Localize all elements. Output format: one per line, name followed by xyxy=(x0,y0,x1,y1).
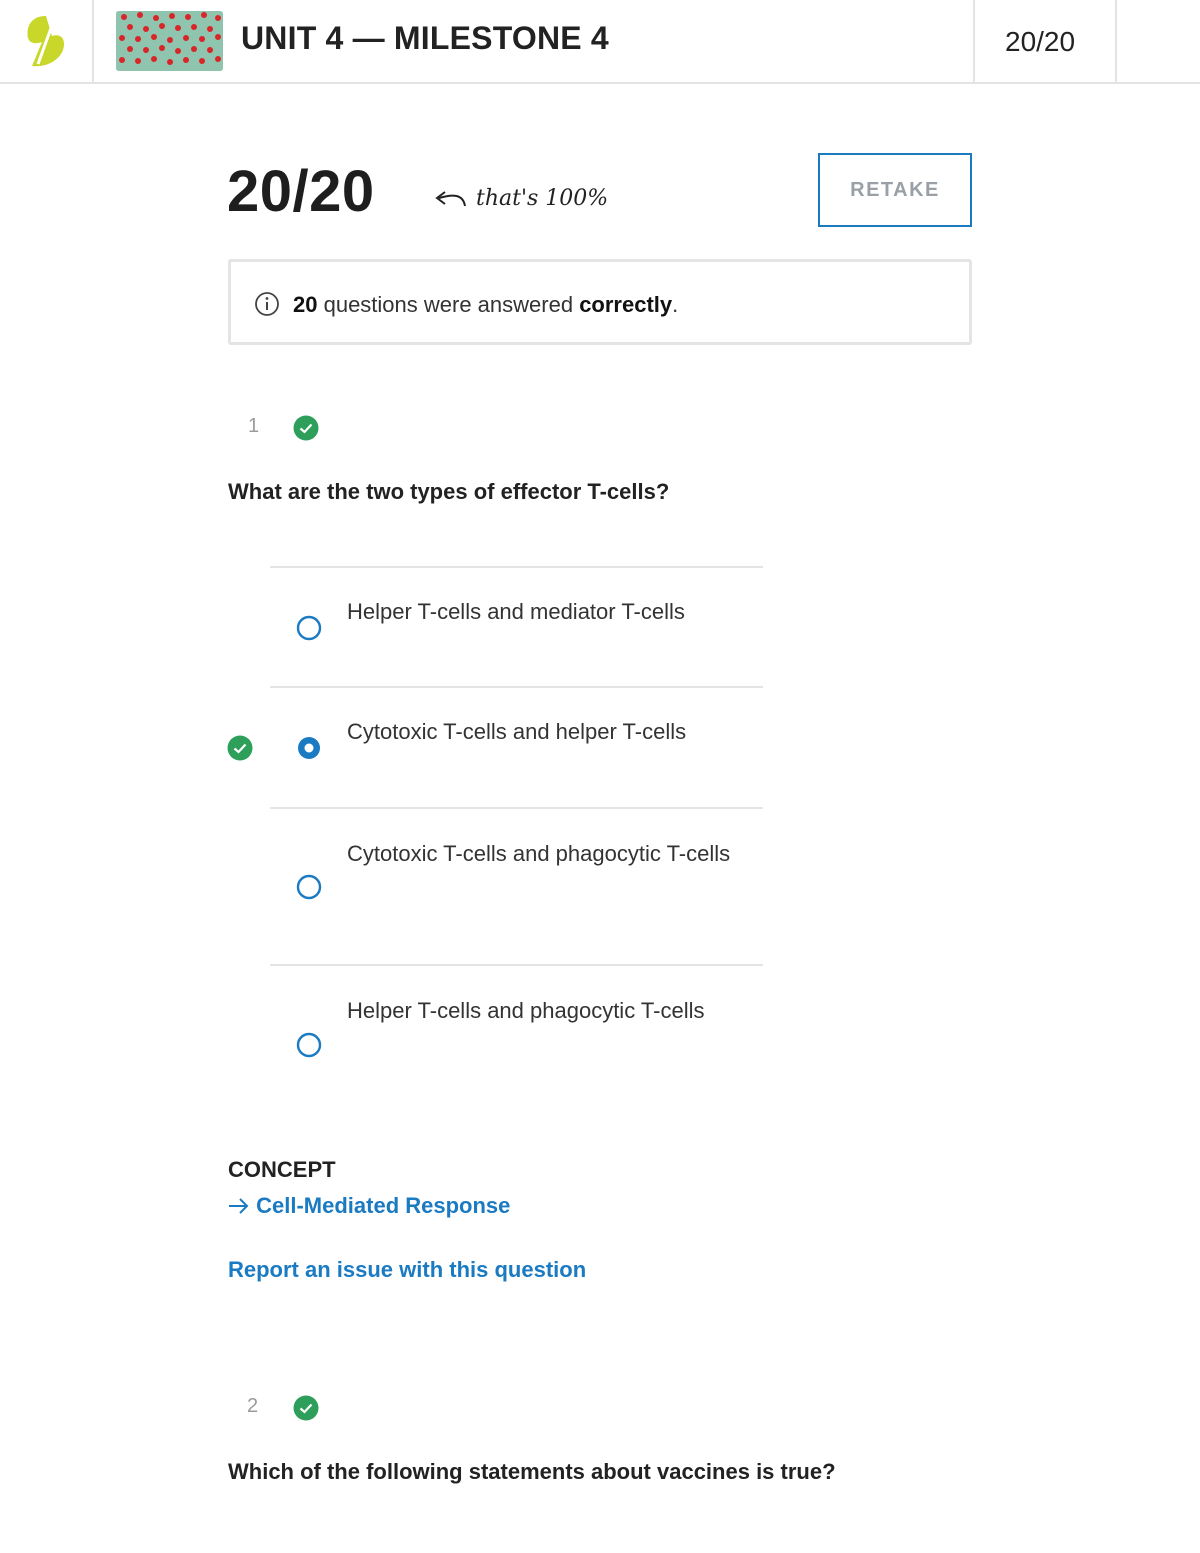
curved-arrow-icon xyxy=(433,188,469,210)
page-title: UNIT 4 — MILESTONE 4 xyxy=(241,20,609,56)
concept-label: CONCEPT xyxy=(228,1157,336,1182)
info-icon xyxy=(254,291,280,317)
info-emphasis: correctly xyxy=(579,292,673,317)
concept-link[interactable] xyxy=(228,1193,510,1219)
score-note-text: that's 100% xyxy=(476,186,609,211)
check-circle-icon xyxy=(293,415,319,441)
option-divider xyxy=(270,964,763,966)
quiz-score: 20/20 xyxy=(227,159,375,224)
header-score-cell xyxy=(973,0,1117,82)
option-divider xyxy=(270,686,763,688)
radio-selected-icon[interactable] xyxy=(296,735,322,761)
info-end: . xyxy=(672,292,679,317)
option-text[interactable]: Helper T-cells and mediator T-cells xyxy=(347,599,685,624)
sophia-logo-icon[interactable] xyxy=(24,14,68,70)
radio-icon[interactable] xyxy=(296,1032,322,1058)
result-info-text xyxy=(293,292,678,318)
radio-icon[interactable] xyxy=(296,874,322,900)
course-thumbnail xyxy=(116,11,223,71)
top-bar xyxy=(0,0,1200,84)
question-number: 1 xyxy=(248,415,260,437)
result-info-box xyxy=(228,259,972,345)
logo-cell[interactable] xyxy=(0,0,94,82)
arrow-right-icon xyxy=(228,1197,250,1215)
option-text[interactable]: Helper T-cells and phagocytic T-cells xyxy=(347,998,705,1023)
option-text[interactable]: Cytotoxic T-cells and helper T-cells xyxy=(347,719,687,744)
report-issue-link[interactable]: Report an issue with this question xyxy=(228,1257,587,1282)
retake-button[interactable]: RETAKE xyxy=(818,153,972,227)
question-number: 2 xyxy=(247,1395,259,1417)
header-score: 20/20 xyxy=(1005,26,1076,57)
check-circle-icon xyxy=(293,1395,319,1421)
option-text[interactable]: Cytotoxic T-cells and phagocytic T-cells xyxy=(347,841,731,866)
question-text: Which of the following statements about vaccines is true? xyxy=(228,1459,836,1484)
question-text: What are the two types of effector T-cells? xyxy=(228,479,670,504)
concept-link-text[interactable]: Cell-Mediated Response xyxy=(256,1193,511,1218)
option-divider xyxy=(270,807,763,809)
correct-count: 20 xyxy=(293,292,318,317)
info-middle: questions were answered xyxy=(317,292,580,317)
check-circle-icon xyxy=(227,735,253,761)
option-divider xyxy=(270,566,763,568)
radio-icon[interactable] xyxy=(296,615,322,641)
score-note xyxy=(433,186,608,211)
